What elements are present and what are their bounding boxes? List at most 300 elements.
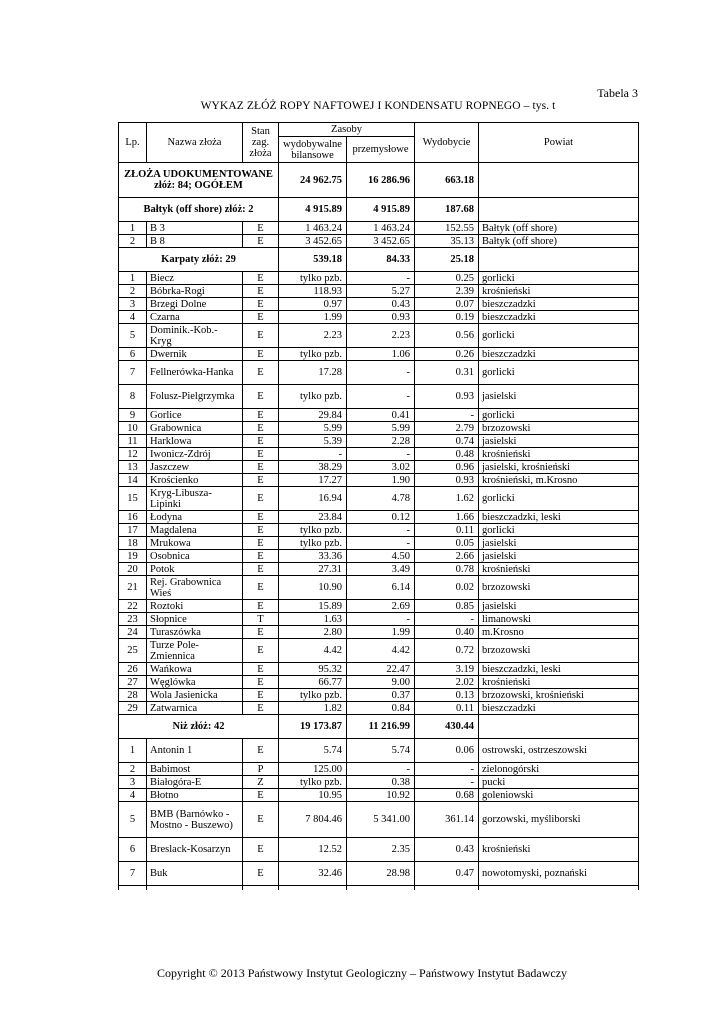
stan-cell: E bbox=[243, 550, 279, 563]
zasoby-wydobywalne-cell: 7 804.46 bbox=[279, 802, 347, 838]
header-stan: Stan zag. złoża bbox=[243, 123, 279, 163]
powiat-cell: brzozowski, krośnieński bbox=[479, 689, 639, 702]
stan-cell: E bbox=[243, 524, 279, 537]
powiat-cell: ostrowski, ostrzeszowski bbox=[479, 739, 639, 763]
zasoby-przemyslowe-cell: - bbox=[347, 448, 415, 461]
nazwa-cell: Turaszówka bbox=[147, 626, 243, 639]
lp-cell: 12 bbox=[119, 448, 147, 461]
zasoby-przemyslowe-cell: 84.33 bbox=[347, 248, 415, 272]
wydobycie-cell: 2.39 bbox=[415, 285, 479, 298]
wydobycie-cell: 0.74 bbox=[415, 435, 479, 448]
stan-cell: E bbox=[243, 600, 279, 613]
table-row bbox=[119, 838, 639, 862]
zasoby-wydobywalne-cell: 10.90 bbox=[279, 576, 347, 600]
zasoby-wydobywalne-cell: 539.18 bbox=[279, 248, 347, 272]
lp-cell: 21 bbox=[119, 576, 147, 600]
powiat-cell bbox=[479, 886, 639, 891]
zasoby-przemyslowe-cell: 28.98 bbox=[347, 862, 415, 886]
wydobycie-cell: 0.96 bbox=[415, 461, 479, 474]
stan-cell: E bbox=[243, 838, 279, 862]
stan-cell: E bbox=[243, 285, 279, 298]
table-row bbox=[119, 348, 639, 361]
zasoby-wydobywalne-cell: 16.94 bbox=[279, 487, 347, 511]
nazwa-cell: Mrukowa bbox=[147, 537, 243, 550]
wydobycie-cell: 0.47 bbox=[415, 862, 479, 886]
header-nazwa: Nazwa złoża bbox=[147, 123, 243, 163]
wydobycie-cell: 0.11 bbox=[415, 702, 479, 715]
summary-row bbox=[119, 248, 639, 272]
lp-cell: 18 bbox=[119, 537, 147, 550]
nazwa-cell: Gorlice bbox=[147, 409, 243, 422]
zasoby-wydobywalne-cell: 12.52 bbox=[279, 838, 347, 862]
powiat-cell: krośnieński, m.Krosno bbox=[479, 474, 639, 487]
wydobycie-cell: 2.66 bbox=[415, 550, 479, 563]
zasoby-wydobywalne-cell: 24 962.75 bbox=[279, 163, 347, 198]
wydobycie-cell: 430.44 bbox=[415, 715, 479, 739]
zasoby-przemyslowe-cell: - bbox=[347, 361, 415, 385]
table-row bbox=[119, 663, 639, 676]
table-row bbox=[119, 862, 639, 886]
stan-cell bbox=[243, 886, 279, 891]
powiat-cell: gorzowski, myśliborski bbox=[479, 802, 639, 838]
nazwa-cell: Bóbrka-Rogi bbox=[147, 285, 243, 298]
zasoby-wydobywalne-cell: 2.23 bbox=[279, 324, 347, 348]
wydobycie-cell: 0.56 bbox=[415, 324, 479, 348]
zasoby-wydobywalne-cell: 38.29 bbox=[279, 461, 347, 474]
zasoby-przemyslowe-cell: - bbox=[347, 763, 415, 776]
table-row bbox=[119, 802, 639, 838]
nazwa-cell: Dwernik bbox=[147, 348, 243, 361]
lp-cell: 16 bbox=[119, 511, 147, 524]
powiat-cell: bieszczadzki bbox=[479, 702, 639, 715]
wydobycie-cell: - bbox=[415, 409, 479, 422]
table-body bbox=[119, 163, 639, 891]
stan-cell: E bbox=[243, 435, 279, 448]
zasoby-przemyslowe-cell: 2.23 bbox=[347, 324, 415, 348]
powiat-cell: krośnieński bbox=[479, 676, 639, 689]
wydobycie-cell: 0.02 bbox=[415, 576, 479, 600]
zasoby-przemyslowe-cell: 9.00 bbox=[347, 676, 415, 689]
nazwa-cell: Łodyna bbox=[147, 511, 243, 524]
lp-cell: 15 bbox=[119, 487, 147, 511]
zasoby-wydobywalne-cell: tylko pzb. bbox=[279, 348, 347, 361]
document-title: WYKAZ ZŁÓŻ ROPY NAFTOWEJ I KONDENSATU ROPNEGO – tys. t bbox=[200, 100, 556, 112]
lp-cell: 2 bbox=[119, 285, 147, 298]
wydobycie-cell: 0.40 bbox=[415, 626, 479, 639]
zasoby-przemyslowe-cell: - bbox=[347, 385, 415, 409]
nazwa-cell: Węglówka bbox=[147, 676, 243, 689]
stan-cell: E bbox=[243, 461, 279, 474]
table-row bbox=[119, 789, 639, 802]
zasoby-wydobywalne-cell: 4.42 bbox=[279, 639, 347, 663]
zasoby-przemyslowe-cell: 11 216.99 bbox=[347, 715, 415, 739]
wydobycie-cell: 35.13 bbox=[415, 235, 479, 248]
zasoby-przemyslowe-cell: 5.74 bbox=[347, 739, 415, 763]
stan-cell: E bbox=[243, 663, 279, 676]
nazwa-cell: Błotno bbox=[147, 789, 243, 802]
lp-cell: 11 bbox=[119, 435, 147, 448]
stan-cell: E bbox=[243, 422, 279, 435]
summary-row bbox=[119, 163, 639, 198]
table-row bbox=[119, 537, 639, 550]
zasoby-wydobywalne-cell: 1.63 bbox=[279, 613, 347, 626]
powiat-cell: gorlicki bbox=[479, 409, 639, 422]
lp-cell: 1 bbox=[119, 739, 147, 763]
stan-cell: E bbox=[243, 676, 279, 689]
zasoby-wydobywalne-cell: 1.82 bbox=[279, 702, 347, 715]
nazwa-cell: Jaszczew bbox=[147, 461, 243, 474]
table-row bbox=[119, 676, 639, 689]
table-row bbox=[119, 613, 639, 626]
lp-cell: 13 bbox=[119, 461, 147, 474]
table-row bbox=[119, 524, 639, 537]
nazwa-cell: Breslack-Kosarzyn bbox=[147, 838, 243, 862]
powiat-cell: bieszczadzki, leski bbox=[479, 663, 639, 676]
zasoby-wydobywalne-cell: 23.84 bbox=[279, 511, 347, 524]
lp-cell: 3 bbox=[119, 776, 147, 789]
lp-cell bbox=[119, 886, 147, 891]
zasoby-przemyslowe-cell: 3.49 bbox=[347, 563, 415, 576]
zasoby-przemyslowe-cell: 5 341.00 bbox=[347, 802, 415, 838]
powiat-cell: jasielski bbox=[479, 550, 639, 563]
lp-cell: 10 bbox=[119, 422, 147, 435]
powiat-cell: zielonogórski bbox=[479, 763, 639, 776]
lp-cell: 1 bbox=[119, 272, 147, 285]
nazwa-cell: Osobnica bbox=[147, 550, 243, 563]
wydobycie-cell: 0.72 bbox=[415, 639, 479, 663]
table-row bbox=[119, 435, 639, 448]
zasoby-wydobywalne-cell: 10.95 bbox=[279, 789, 347, 802]
powiat-cell: krośnieński bbox=[479, 285, 639, 298]
stan-cell: E bbox=[243, 487, 279, 511]
lp-cell: 27 bbox=[119, 676, 147, 689]
stan-cell: P bbox=[243, 763, 279, 776]
nazwa-cell: Dominik.-Kob.-Kryg bbox=[147, 324, 243, 348]
wydobycie-cell: 0.06 bbox=[415, 739, 479, 763]
zasoby-przemyslowe-cell: 0.41 bbox=[347, 409, 415, 422]
powiat-cell: brzozowski bbox=[479, 576, 639, 600]
powiat-cell: jasielski bbox=[479, 435, 639, 448]
table-row bbox=[119, 689, 639, 702]
table-row bbox=[119, 385, 639, 409]
nazwa-cell: Folusz-Pielgrzymka bbox=[147, 385, 243, 409]
powiat-cell: gorlicki bbox=[479, 361, 639, 385]
stan-cell: E bbox=[243, 361, 279, 385]
zasoby-wydobywalne-cell: 27.31 bbox=[279, 563, 347, 576]
summary-label-cell: Niż złóż: 42 bbox=[119, 715, 279, 739]
lp-cell: 22 bbox=[119, 600, 147, 613]
table-row bbox=[119, 448, 639, 461]
zasoby-wydobywalne-cell: 2.80 bbox=[279, 626, 347, 639]
stan-cell: E bbox=[243, 789, 279, 802]
zasoby-wydobywalne-cell bbox=[279, 886, 347, 891]
stan-cell: E bbox=[243, 448, 279, 461]
lp-cell: 23 bbox=[119, 613, 147, 626]
table-row bbox=[119, 474, 639, 487]
header-wydobycie: Wydobycie bbox=[415, 123, 479, 163]
powiat-cell: bieszczadzki, leski bbox=[479, 511, 639, 524]
nazwa-cell: Turze Pole-Zmiennica bbox=[147, 639, 243, 663]
lp-cell: 28 bbox=[119, 689, 147, 702]
lp-cell: 2 bbox=[119, 235, 147, 248]
powiat-cell: limanowski bbox=[479, 613, 639, 626]
table-row bbox=[119, 235, 639, 248]
powiat-cell: bieszczadzki bbox=[479, 348, 639, 361]
zasoby-wydobywalne-cell: 125.00 bbox=[279, 763, 347, 776]
zasoby-przemyslowe-cell: 10.92 bbox=[347, 789, 415, 802]
summary-label-cell: Karpaty złóż: 29 bbox=[119, 248, 279, 272]
lp-cell: 5 bbox=[119, 324, 147, 348]
nazwa-cell: Grabownica bbox=[147, 422, 243, 435]
powiat-cell: gorlicki bbox=[479, 272, 639, 285]
zasoby-przemyslowe-cell: 1.99 bbox=[347, 626, 415, 639]
nazwa-cell: Krościenko bbox=[147, 474, 243, 487]
zasoby-przemyslowe-cell: 0.84 bbox=[347, 702, 415, 715]
powiat-cell: krośnieński bbox=[479, 563, 639, 576]
table-row bbox=[119, 886, 639, 891]
table-row bbox=[119, 361, 639, 385]
wydobycie-cell: 187.68 bbox=[415, 198, 479, 222]
stan-cell: E bbox=[243, 474, 279, 487]
powiat-cell: jasielski bbox=[479, 537, 639, 550]
wydobycie-cell: 0.85 bbox=[415, 600, 479, 613]
nazwa-cell: B 8 bbox=[147, 235, 243, 248]
nazwa-cell: Magdalena bbox=[147, 524, 243, 537]
stan-cell: E bbox=[243, 409, 279, 422]
zasoby-przemyslowe-cell: 6.14 bbox=[347, 576, 415, 600]
zasoby-przemyslowe-cell: 0.37 bbox=[347, 689, 415, 702]
nazwa-cell: Kryg-Libusza-Lipinki bbox=[147, 487, 243, 511]
nazwa-cell: Wola Jasienicka bbox=[147, 689, 243, 702]
header-lp: Lp. bbox=[119, 123, 147, 163]
zasoby-przemyslowe-cell: 2.69 bbox=[347, 600, 415, 613]
table-row bbox=[119, 639, 639, 663]
zasoby-przemyslowe-cell: 0.12 bbox=[347, 511, 415, 524]
lp-cell: 1 bbox=[119, 222, 147, 235]
nazwa-cell: Iwonicz-Zdrój bbox=[147, 448, 243, 461]
powiat-cell: krośnieński bbox=[479, 448, 639, 461]
zasoby-wydobywalne-cell: - bbox=[279, 448, 347, 461]
nazwa-cell: Antonin 1 bbox=[147, 739, 243, 763]
table-row bbox=[119, 626, 639, 639]
powiat-cell bbox=[479, 198, 639, 222]
wydobycie-cell: 3.19 bbox=[415, 663, 479, 676]
lp-cell: 25 bbox=[119, 639, 147, 663]
table-row bbox=[119, 576, 639, 600]
powiat-cell: brzozowski bbox=[479, 639, 639, 663]
zasoby-przemyslowe-cell: - bbox=[347, 272, 415, 285]
stan-cell: E bbox=[243, 222, 279, 235]
wydobycie-cell: 152.55 bbox=[415, 222, 479, 235]
nazwa-cell: Roztoki bbox=[147, 600, 243, 613]
stan-cell: E bbox=[243, 739, 279, 763]
nazwa-cell: Buk bbox=[147, 862, 243, 886]
header-wydobywalne: wydobywalne bilansowe bbox=[279, 137, 347, 163]
stan-cell: E bbox=[243, 862, 279, 886]
stan-cell: E bbox=[243, 626, 279, 639]
nazwa-cell: Brzegi Dolne bbox=[147, 298, 243, 311]
zasoby-przemyslowe-cell: 4.50 bbox=[347, 550, 415, 563]
zasoby-wydobywalne-cell: 1.99 bbox=[279, 311, 347, 324]
zasoby-wydobywalne-cell: 95.32 bbox=[279, 663, 347, 676]
zasoby-wydobywalne-cell: 0.97 bbox=[279, 298, 347, 311]
powiat-cell: jasielski, krośnieński bbox=[479, 461, 639, 474]
nazwa-cell: Wańkowa bbox=[147, 663, 243, 676]
wydobycie-cell: 0.31 bbox=[415, 361, 479, 385]
lp-cell: 2 bbox=[119, 763, 147, 776]
powiat-cell: nowotomyski, poznański bbox=[479, 862, 639, 886]
wydobycie-cell: 0.43 bbox=[415, 838, 479, 862]
stan-cell: E bbox=[243, 702, 279, 715]
summary-row bbox=[119, 715, 639, 739]
zasoby-wydobywalne-cell: 5.99 bbox=[279, 422, 347, 435]
header-zasoby: Zasoby bbox=[279, 123, 415, 137]
table-row bbox=[119, 285, 639, 298]
nazwa-cell: Słopnice bbox=[147, 613, 243, 626]
table-row bbox=[119, 311, 639, 324]
wydobycie-cell bbox=[415, 886, 479, 891]
powiat-cell: brzozowski bbox=[479, 422, 639, 435]
wydobycie-cell: 0.48 bbox=[415, 448, 479, 461]
powiat-cell: jasielski bbox=[479, 600, 639, 613]
zasoby-wydobywalne-cell: tylko pzb. bbox=[279, 272, 347, 285]
zasoby-wydobywalne-cell: 17.27 bbox=[279, 474, 347, 487]
zasoby-przemyslowe-cell: 1.06 bbox=[347, 348, 415, 361]
stan-cell: E bbox=[243, 689, 279, 702]
zasoby-przemyslowe-cell: - bbox=[347, 524, 415, 537]
zasoby-wydobywalne-cell: 66.77 bbox=[279, 676, 347, 689]
stan-cell: E bbox=[243, 576, 279, 600]
lp-cell: 29 bbox=[119, 702, 147, 715]
wydobycie-cell: 0.93 bbox=[415, 474, 479, 487]
zasoby-przemyslowe-cell: 0.43 bbox=[347, 298, 415, 311]
zasoby-przemyslowe-cell: 4 915.89 bbox=[347, 198, 415, 222]
nazwa-cell: Zatwarnica bbox=[147, 702, 243, 715]
stan-cell: E bbox=[243, 348, 279, 361]
table-number-label: Tabela 3 bbox=[597, 86, 638, 100]
zasoby-przemyslowe-cell: 1 463.24 bbox=[347, 222, 415, 235]
zasoby-przemyslowe-cell: 3.02 bbox=[347, 461, 415, 474]
powiat-cell: pucki bbox=[479, 776, 639, 789]
table-row bbox=[119, 763, 639, 776]
stan-cell: E bbox=[243, 298, 279, 311]
powiat-cell: m.Krosno bbox=[479, 626, 639, 639]
powiat-cell: bieszczadzki bbox=[479, 298, 639, 311]
zasoby-przemyslowe-cell: - bbox=[347, 613, 415, 626]
wydobycie-cell: 0.07 bbox=[415, 298, 479, 311]
zasoby-wydobywalne-cell: 118.93 bbox=[279, 285, 347, 298]
table-row bbox=[119, 324, 639, 348]
wydobycie-cell: 0.93 bbox=[415, 385, 479, 409]
zasoby-przemyslowe-cell: 5.27 bbox=[347, 285, 415, 298]
header-przemyslowe: przemysłowe bbox=[347, 137, 415, 163]
zasoby-przemyslowe-cell: 4.42 bbox=[347, 639, 415, 663]
summary-label-cell: Bałtyk (off shore) złóż: 2 bbox=[119, 198, 279, 222]
wydobycie-cell: - bbox=[415, 776, 479, 789]
wydobycie-cell: 1.62 bbox=[415, 487, 479, 511]
header-powiat: Powiat bbox=[479, 123, 639, 163]
zasoby-wydobywalne-cell: 29.84 bbox=[279, 409, 347, 422]
lp-cell: 3 bbox=[119, 298, 147, 311]
nazwa-cell: B 3 bbox=[147, 222, 243, 235]
wydobycie-cell: 2.79 bbox=[415, 422, 479, 435]
lp-cell: 24 bbox=[119, 626, 147, 639]
powiat-cell: goleniowski bbox=[479, 789, 639, 802]
zasoby-wydobywalne-cell: tylko pzb. bbox=[279, 524, 347, 537]
wydobycie-cell: 0.19 bbox=[415, 311, 479, 324]
nazwa-cell: Czarna bbox=[147, 311, 243, 324]
wydobycie-cell: 0.68 bbox=[415, 789, 479, 802]
zasoby-wydobywalne-cell: 5.39 bbox=[279, 435, 347, 448]
lp-cell: 20 bbox=[119, 563, 147, 576]
nazwa-cell: BMB (Barnówko - Mostno - Buszewo) bbox=[147, 802, 243, 838]
summary-label-cell: ZŁOŻA UDOKUMENTOWANE złóż: 84; OGÓŁEM bbox=[119, 163, 279, 198]
zasoby-wydobywalne-cell: tylko pzb. bbox=[279, 689, 347, 702]
zasoby-przemyslowe-cell: 2.28 bbox=[347, 435, 415, 448]
zasoby-wydobywalne-cell: 33.36 bbox=[279, 550, 347, 563]
lp-cell: 8 bbox=[119, 385, 147, 409]
zasoby-przemyslowe-cell: 0.93 bbox=[347, 311, 415, 324]
table-row bbox=[119, 409, 639, 422]
stan-cell: T bbox=[243, 613, 279, 626]
zasoby-wydobywalne-cell: 4 915.89 bbox=[279, 198, 347, 222]
zasoby-przemyslowe-cell: 16 286.96 bbox=[347, 163, 415, 198]
zasoby-przemyslowe-cell: - bbox=[347, 537, 415, 550]
stan-cell: E bbox=[243, 511, 279, 524]
table-row bbox=[119, 461, 639, 474]
zasoby-wydobywalne-cell: tylko pzb. bbox=[279, 385, 347, 409]
lp-cell: 14 bbox=[119, 474, 147, 487]
stan-cell: E bbox=[243, 324, 279, 348]
lp-cell: 17 bbox=[119, 524, 147, 537]
wydobycie-cell: 0.26 bbox=[415, 348, 479, 361]
powiat-cell: jasielski bbox=[479, 385, 639, 409]
powiat-cell bbox=[479, 248, 639, 272]
zasoby-przemyslowe-cell: 2.35 bbox=[347, 838, 415, 862]
wydobycie-cell: 361.14 bbox=[415, 802, 479, 838]
powiat-cell: Bałtyk (off shore) bbox=[479, 222, 639, 235]
table-row bbox=[119, 298, 639, 311]
lp-cell: 19 bbox=[119, 550, 147, 563]
table-row bbox=[119, 422, 639, 435]
lp-cell: 4 bbox=[119, 789, 147, 802]
stan-cell: E bbox=[243, 235, 279, 248]
table-row bbox=[119, 739, 639, 763]
zasoby-wydobywalne-cell: 1 463.24 bbox=[279, 222, 347, 235]
wydobycie-cell: 0.78 bbox=[415, 563, 479, 576]
nazwa-cell: Fellnerówka-Hanka bbox=[147, 361, 243, 385]
powiat-cell bbox=[479, 163, 639, 198]
lp-cell: 6 bbox=[119, 838, 147, 862]
wydobycie-cell: - bbox=[415, 763, 479, 776]
zasoby-przemyslowe-cell: 3 452.65 bbox=[347, 235, 415, 248]
wydobycie-cell: 0.05 bbox=[415, 537, 479, 550]
wydobycie-cell: 2.02 bbox=[415, 676, 479, 689]
zasoby-przemyslowe-cell: 5.99 bbox=[347, 422, 415, 435]
wydobycie-cell: 1.66 bbox=[415, 511, 479, 524]
lp-cell: 7 bbox=[119, 361, 147, 385]
stan-cell: E bbox=[243, 272, 279, 285]
powiat-cell bbox=[479, 715, 639, 739]
zasoby-przemyslowe-cell: 22.47 bbox=[347, 663, 415, 676]
zasoby-przemyslowe-cell: 0.38 bbox=[347, 776, 415, 789]
table-row bbox=[119, 702, 639, 715]
stan-cell: Z bbox=[243, 776, 279, 789]
powiat-cell: gorlicki bbox=[479, 487, 639, 511]
nazwa-cell: Potok bbox=[147, 563, 243, 576]
table-row bbox=[119, 222, 639, 235]
stan-cell: E bbox=[243, 802, 279, 838]
